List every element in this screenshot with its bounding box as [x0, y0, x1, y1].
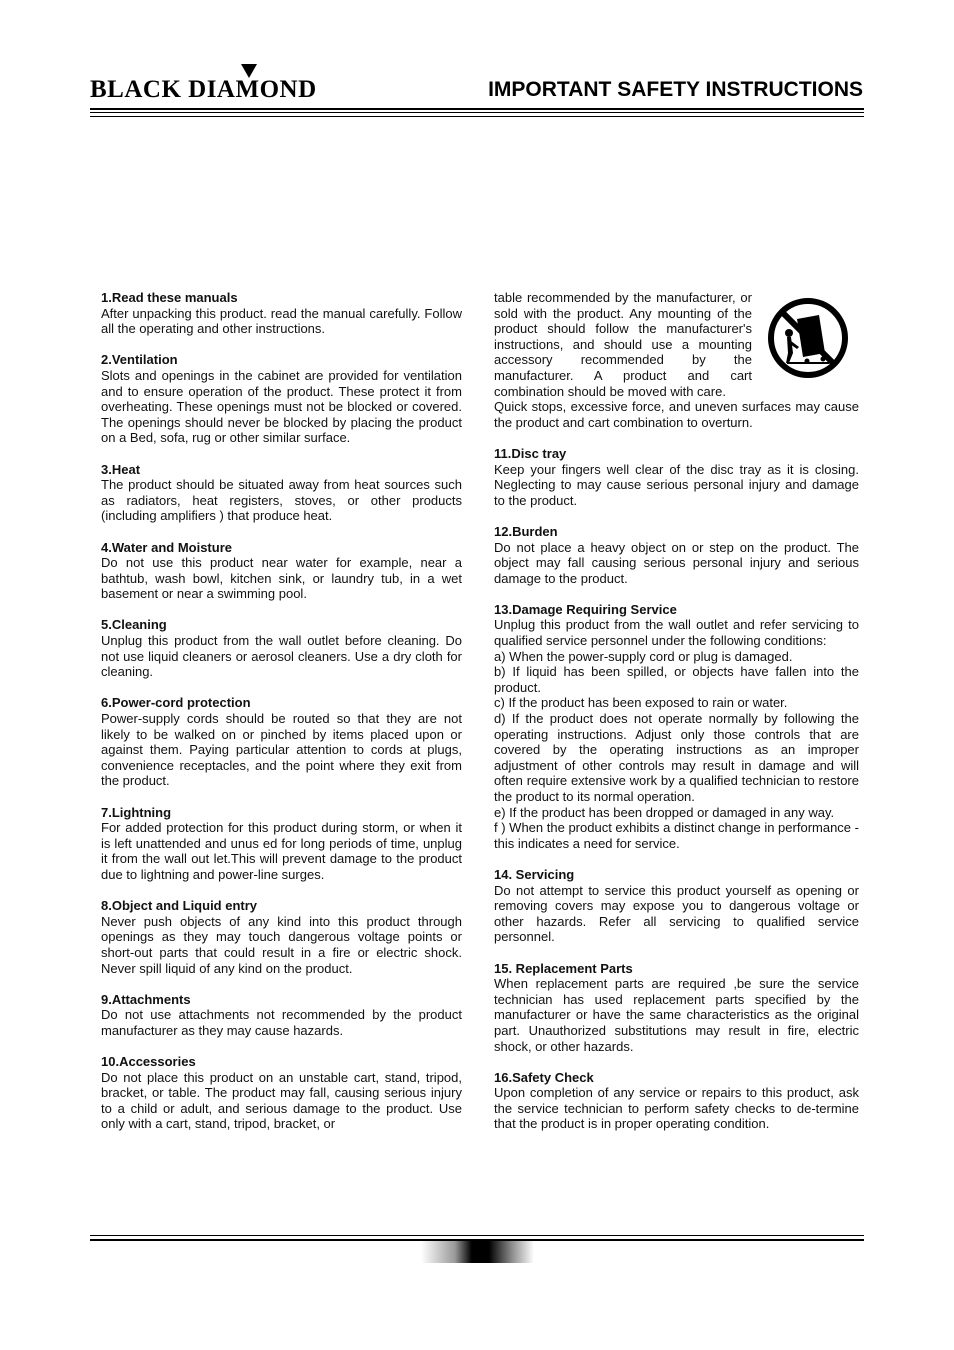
- section-replacement-parts: [494, 961, 859, 1055]
- section-heading: 11.Disc tray: [494, 445, 567, 461]
- header-rule: [90, 116, 864, 117]
- brand-text-m: M: [235, 76, 260, 103]
- no-cart-tipover-icon: [767, 297, 849, 379]
- section-object-liquid: [101, 898, 462, 976]
- section-heading: 5.Cleaning: [101, 617, 167, 633]
- section-heading: 16.Safety Check: [494, 1069, 594, 1085]
- section-heading: 7.Lightning: [101, 804, 172, 820]
- left-column: [101, 290, 462, 1148]
- section-water-moisture: [101, 540, 462, 602]
- diamond-icon: [241, 64, 257, 78]
- section-accessories: [101, 1054, 462, 1132]
- header-rule: [90, 112, 864, 113]
- section-heading: 13.Damage Requiring Service: [494, 601, 677, 617]
- right-column: [494, 290, 859, 1148]
- section-body: Upon completion of any service or repairs to this product, ask the service technician to perform safety checks to de-termine that the product is in proper operating condition.: [494, 1085, 859, 1132]
- section-body: Power-supply cords should be routed so that they are not likely to be walked on or pinched by items placed upon or against them. Paying particular attention to cords at plugs, convenience receptacles, and the point where they exit from the product.: [101, 711, 462, 789]
- section-ventilation: [101, 352, 462, 446]
- section-body: When replacement parts are required ,be sure the service technician has used replacement parts specified by the manufacturer or have the same characteristics as the original part. Unauthorized substitutions may result in fire, electric shock, or other hazards.: [494, 976, 859, 1054]
- section-body: Slots and openings in the cabinet are provided for ventilation and to ensure operation of the product. These protect it from overheating. These openings must not be blocked or covered. The openings should never be blocked by placing the product on a Bed, sofa, rug or other similar surface.: [101, 367, 462, 446]
- section-power-cord: [101, 695, 462, 789]
- page-number-tab: [421, 1241, 534, 1263]
- brand-text-start: BLACK DIA: [90, 76, 236, 103]
- section-body: Do not place a heavy object on or step on the product. The object may fall causing serious personal injury and serious damage to the product.: [494, 539, 859, 586]
- section-cleaning: [101, 617, 462, 679]
- section-heading: 1.Read these manuals: [101, 290, 238, 305]
- footer-rule: [90, 1235, 864, 1236]
- section-heading: 15. Replacement Parts: [494, 960, 633, 976]
- section-body: Never push objects of any kind into this product through openings as they may touch dangerous voltage points or short-out parts that could result in a fire or electric shock. Never spill liquid of any kind on the product.: [101, 913, 462, 976]
- section-heading: 14. Servicing: [494, 866, 575, 882]
- section-body: Do not place this product on an unstable cart, stand, tripod, bracket, or table. The product may fall, causing serious injury to a child or adult, and serious damage to the product. Use only with a cart, stand, tripod, bracket, or: [101, 1069, 462, 1132]
- section-body: For added protection for this product during storm, or when it is left unattended and unus ed for long periods of time, unplug it from the wall out let.This will prevent damage to the product due to lightning and power-line surges.: [101, 820, 462, 882]
- accessories-continuation: [494, 290, 859, 430]
- section-heading: 3.Heat: [101, 461, 141, 477]
- section-safety-check: [494, 1070, 859, 1132]
- section-disc-tray: [494, 446, 859, 508]
- section-heading: 12.Burden: [494, 523, 558, 539]
- section-attachments: [101, 992, 462, 1039]
- section-heading: 10.Accessories: [101, 1054, 196, 1070]
- section-read-manuals: [101, 290, 462, 337]
- section-burden: [494, 524, 859, 586]
- section-body: After unpacking this product. read the manual carefully. Follow all the operating and other instructions.: [101, 305, 462, 337]
- section-body: Do not attempt to service this product yourself as opening or removing covers may expose you to dangerous voltage or other hazards. Refer all servicing to qualified service personnel.: [494, 882, 859, 945]
- section-body: Keep your fingers well clear of the disc tray as it is closing. Neglecting to may cause serious personal injury and damage to the product.: [494, 461, 859, 508]
- section-heading: 6.Power-cord protection: [101, 695, 251, 711]
- section-body: The product should be situated away from heat sources such as radiators, heat registers, stoves, or other products (including amplifiers ) that produce heat.: [101, 477, 462, 524]
- section-body: table recommended by the manufacturer, or sold with the product. Any mounting of the product should follow the manufacturer's instructions, and should use a mounting accessory recommended by the manufacturer. A product and cart combination should be moved with care.: [494, 290, 752, 399]
- section-lightning: [101, 805, 462, 883]
- brand-logo: [90, 76, 317, 104]
- section-body: Unplug this product from the wall outlet before cleaning. Do not use liquid cleaners or aerosol cleaners. Use a dry cloth for cleaning.: [101, 633, 462, 680]
- section-heading: 2.Ventilation: [101, 352, 178, 368]
- section-heading: 8.Object and Liquid entry: [101, 898, 258, 914]
- section-body: Unplug this product from the wall outlet and refer servicing to qualified service personnel under the following conditions: a) When the power-supply cord or plug is damaged. b) If liquid has been spilled, or objects have fallen into the product. c) If the product has been exposed to rain or water. d) If the product does not operate normally by following the operating instructions. Adjust only those controls that are covered by the operating instructions as an improper adjustment of other controls may result in damage and will often require extensive work by a qualified technician to restore the product to its normal operation. e) If the product has been dropped or damaged in any way. f ) When the product exhibits a distinct change in performance - this indicates a need for service.: [494, 617, 859, 851]
- brand-text-end: OND: [259, 76, 317, 103]
- section-heading: 4.Water and Moisture: [101, 539, 232, 555]
- section-body: Quick stops, excessive force, and uneven surfaces may cause the product and cart combination to overturn.: [494, 399, 859, 430]
- section-body: Do not use attachments not recommended by the product manufacturer as they may cause hazards.: [101, 1007, 462, 1038]
- page-title: IMPORTANT SAFETY INSTRUCTIONS: [488, 78, 863, 101]
- section-heading: 9.Attachments: [101, 991, 191, 1007]
- section-body: Do not use this product near water for example, near a bathtub, wash bowl, kitchen sink, or laundry tub, in a wet basement or near a swimming pool.: [101, 555, 462, 602]
- header-rule: [90, 108, 864, 110]
- section-damage-service: [494, 602, 859, 852]
- section-heat: [101, 462, 462, 524]
- section-servicing: [494, 867, 859, 945]
